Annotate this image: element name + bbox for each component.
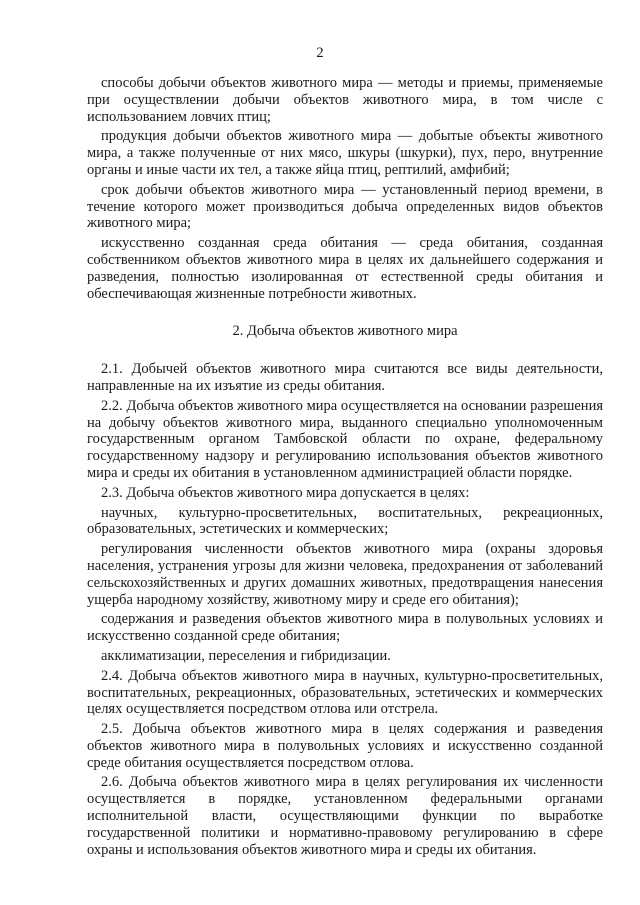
definition-paragraph: искусственно созданная среда обитания — среда обитания, созданная собственником объектов животного мира в целях их дальнейшего содержания и разведения, полностью изолированная от естественной среды обитания и обеспечивающая жизненные потребности животных. (87, 235, 603, 302)
definition-paragraph: продукция добычи объектов животного мира — добытые объекты животного мира, а также полученные от них мясо, шкуры (шкурки), пух, перо, внутренние органы и иные части их тел, а также яйца птиц, рептилий, амфибий; (87, 128, 603, 178)
clause-paragraph: 2.1. Добычей объектов животного мира считаются все виды деятельности, направленные на их изъятие из среды обитания. (87, 361, 603, 394)
clause-paragraph: регулирования численности объектов животного мира (охраны здоровья населения, устранения угрозы для жизни человека, предохранения от заболеваний сельскохозяйственных и других домашних животных, предотвращения нанесения ущерба народному хозяйству, животному миру и среде его обитания); (87, 541, 603, 608)
clause-paragraph: 2.4. Добыча объектов животного мира в научных, культурно-просветительных, воспитательных, рекреационных, образовательных, эстетических и коммерческих целях осуществляется посредством отлова или отстрела. (87, 667, 603, 718)
definition-paragraph: способы добычи объектов животного мира — методы и приемы, применяемые при осуществлении добычи объектов животного мира, в том числе с использованием ловчих птиц; (87, 75, 603, 125)
document-body (87, 75, 603, 861)
clause-paragraph: 2.6. Добыча объектов животного мира в целях регулирования их численности осуществляется в порядке, установленном федеральными органами исполнительной власти, осуществляющими функции по выработке государственной политики и нормативно-правовому регулированию в сфере охраны и использования объектов животного мира и среды их обитания. (87, 774, 603, 858)
clause-paragraph: 2.5. Добыча объектов животного мира в целях содержания и разведения объектов животного мира в полувольных условиях и искусственно созданной среде обитания осуществляется посредством отлова. (87, 721, 603, 771)
definition-paragraph: срок добычи объектов животного мира — установленный период времени, в течение которого может производиться добыча определенных видов объектов животного мира; (87, 181, 603, 232)
clause-paragraph: содержания и разведения объектов животного мира в полувольных условиях и искусственно созданной среде обитания; (87, 611, 603, 645)
section-heading: 2. Добыча объектов животного мира (232, 323, 458, 340)
page-number: 2 (316, 45, 324, 61)
clause-paragraph: акклиматизации, переселения и гибридизации. (101, 647, 391, 664)
clause-paragraph: 2.2. Добыча объектов животного мира осуществляется на основании разрешения на добычу объектов животного мира, выданного специально уполномоченным государственным органом Тамбовской области по охране, федеральному государственному надзору и регулированию использования объектов животного мира и среды их обитания в установленном администрацией области порядке. (87, 397, 603, 481)
clause-paragraph: научных, культурно-просветительных, воспитательных, рекреационных, образовательных, эстетических и коммерческих; (87, 504, 603, 538)
clause-paragraph: 2.3. Добыча объектов животного мира допускается в целях: (101, 484, 470, 501)
